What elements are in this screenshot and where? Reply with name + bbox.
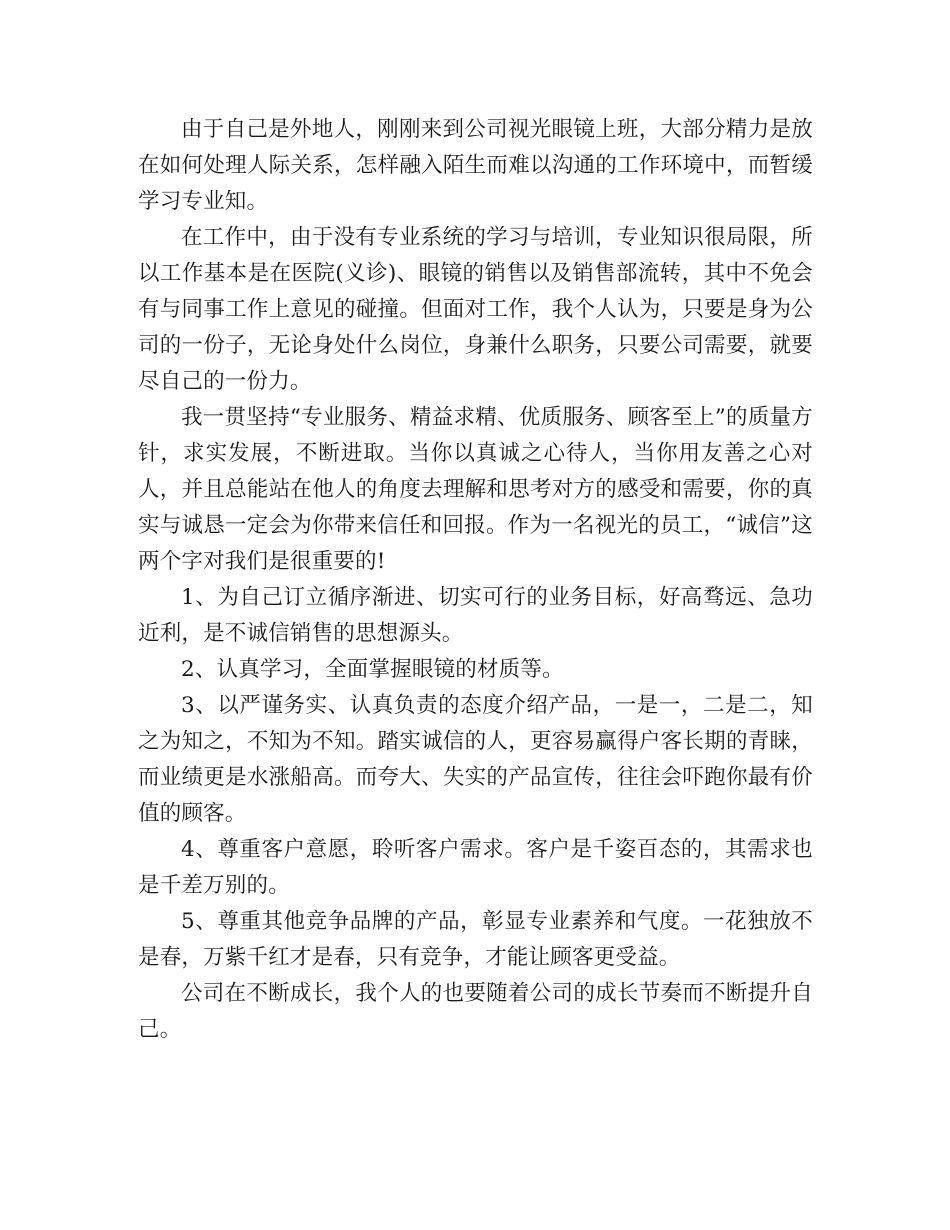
list-item-3: 3、以严谨务实、认真负责的态度介绍产品，一是一，二是二，知之为知之，不知为不知。踏实诚信的人，更容易赢得户客长期的青睐，而业绩更是水涨船高。而夸大、失实的产品宣传，往往会吓跑你最有价值的顾客。 [138,693,813,826]
closing-paragraph: 公司在不断成长，我个人的也要随着公司的成长节奏而不断提升自己。 [138,981,813,1042]
list-item-4: 4、尊重客户意愿，聆听客户需求。客户是千姿百态的，其需求也是千差万别的。 [138,837,813,898]
list-item-5: 5、尊重其他竞争品牌的产品，彰显专业素养和气度。一花独放不是春，万紫千红才是春，只有竞争，才能让顾客更受益。 [138,909,813,970]
list-item-1: 1、为自己订立循序渐进、切实可行的业务目标，好高骛远、急功近利，是不诚信销售的思想源头。 [138,585,813,646]
paragraph-1: 由于自己是外地人，刚刚来到公司视光眼镜上班，大部分精力是放在如何处理人际关系，怎样融入陌生而难以沟通的工作环境中，而暂缓学习专业知。 [138,117,813,214]
paragraph-2: 在工作中，由于没有专业系统的学习与培训，专业知识很局限，所以工作基本是在医院(义诊)、眼镜的销售以及销售部流转，其中不免会有与同事工作上意见的碰撞。但面对工作，我个人认为，只要是身为公司的一份子，无论身处什么岗位，身兼什么职务，只要公司需要，就要尽自己的一份力。 [138,225,813,394]
document-body [138,112,813,1048]
list-item-2: 2、认真学习，全面掌握眼镜的材质等。 [181,657,564,682]
paragraph-3: 我一贯坚持“专业服务、精益求精、优质服务、顾客至上”的质量方针，求实发展，不断进取。当你以真诚之心待人，当你用友善之心对人，并且总能站在他人的角度去理解和思考对方的感受和需要，你的真实与诚恳一定会为你带来信任和回报。作为一名视光的员工，“诚信”这两个字对我们是很重要的! [138,405,813,574]
